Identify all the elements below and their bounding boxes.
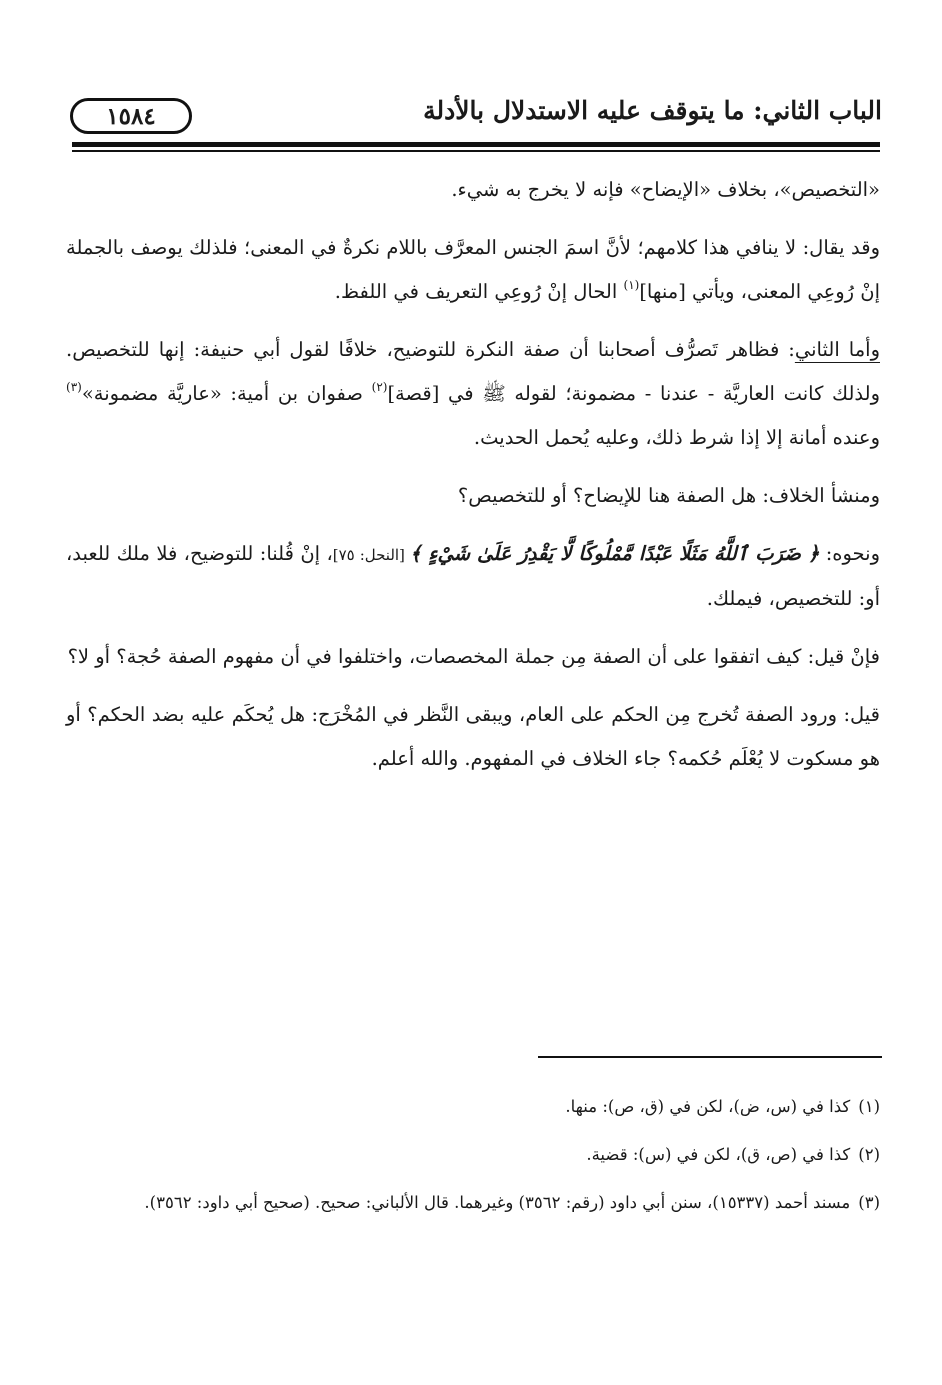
footnote-ref-3: (٣) (66, 380, 82, 394)
header-rule-thick (72, 142, 880, 147)
paragraph-7: قيل: ورود الصفة تُخرج مِن الحكم على العام، ويبقى النَّظر في المُخْرَج: هل يُحكَم عليه بضد الحكم؟ أو هو مسكوت لا يُعْلَم حُكمه؟ جاء الخلاف في المفهوم. والله أعلم. (66, 703, 880, 770)
paragraph-5 (66, 532, 880, 621)
footnotes (66, 1085, 880, 1229)
main-text (66, 168, 880, 795)
page-number: ١٥٨٤ (70, 98, 192, 134)
paragraph-1: «التخصيص»، بخلاف «الإيضاح» فإنه لا يخرج به شيء. (451, 178, 880, 201)
paragraph-5-text-b: ، إنْ قُلنا: للتوضيح، فلا ملك للعبد، أو: للتخصيص، فيملك. (66, 542, 880, 610)
footnote-2-text: كذا في (ص، ق)، لكن في (س): قضية. (586, 1145, 851, 1164)
footnote-ref-1: (١) (623, 278, 640, 292)
paragraph-3-text-b: صفوان بن أمية: «عاريَّة مضمونة» (81, 382, 372, 405)
footnote-2-number: (٢) (858, 1145, 880, 1164)
paragraph-5-text-a: ونحوه: (819, 542, 880, 565)
paragraph-3-text-c: وعنده أمانة إلا إذا شرط ذلك، وعليه يُحمل الحديث. (473, 426, 880, 449)
paragraph-3 (66, 328, 880, 460)
paragraph-4: ومنشأ الخلاف: هل الصفة هنا للإيضاح؟ أو للتخصيص؟ (457, 484, 880, 507)
paragraph-6: فإنْ قيل: كيف اتفقوا على أن الصفة مِن جملة المخصصات، واختلفوا في أن مفهوم الصفة حُجة؟ أو لا؟ (67, 645, 880, 668)
running-header (60, 92, 882, 144)
paragraph-2 (66, 226, 880, 314)
paragraph-3-text-a: : فظاهر تَصرُّف أصحابنا أن صفة النكرة للتوضيح، خلافًا لقول أبي حنيفة: إنها للتخصيص. ولذلك كانت العاريَّة - عندنا - مضمونة؛ لقوله ﷺ في [قصة] (66, 338, 881, 405)
footnote-1-number: (١) (858, 1097, 880, 1116)
paragraph-2-text-b: الحال إنْ رُوعِي التعريف في اللفظ. (334, 280, 624, 303)
footnote-3-text: مسند أحمد (١٥٣٣٧)، سنن أبي داود (رقم: ٣٥٦٢) وغيرهما. قال الألباني: صحيح. (صحيح أبي داود: ٣٥٦٢). (144, 1193, 851, 1212)
footnote-separator (538, 1056, 882, 1058)
footnote-1 (66, 1085, 880, 1129)
header-rule-thin (72, 150, 880, 152)
footnote-ref-2: (٢) (371, 380, 388, 394)
footnote-3 (66, 1181, 880, 1225)
footnote-3-number: (٣) (858, 1193, 880, 1212)
section-lead: وأما الثاني (794, 338, 880, 361)
chapter-title: الباب الثاني: ما يتوقف عليه الاستدلال بالأدلة (423, 96, 882, 125)
verse-reference: [النحل: ٧٥] (332, 546, 410, 564)
footnote-2 (66, 1133, 880, 1177)
footnote-1-text: كذا في (س، ض)، لكن في (ق، ص): منها. (565, 1097, 851, 1116)
quran-verse: ﴿ ضَرَبَ ٱللَّهُ مَثَلًا عَبْدًا مَّمْلُوكًا لَّا يَقْدِرُ عَلَىٰ شَيْءٍ ﴾ (409, 542, 820, 565)
paragraph-2-text-a: وقد يقال: لا ينافي هذا كلامهم؛ لأنَّ اسمَ الجنس المعرَّف باللام نكرةٌ في المعنى؛ فلذلك يوصف بالجملة إنْ رُوعِي المعنى، ويأتي [منها] (66, 236, 880, 303)
